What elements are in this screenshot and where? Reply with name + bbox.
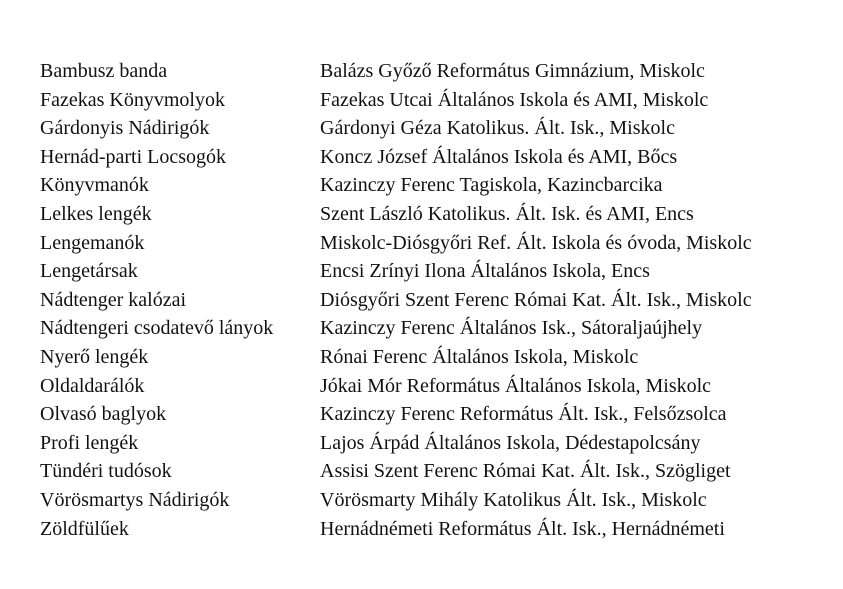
list-row [40, 143, 830, 172]
team-name: Oldaldarálók [40, 374, 145, 397]
list-row [40, 372, 830, 401]
list-row [40, 486, 830, 515]
team-name: Nádtengeri csodatevő lányok [40, 317, 274, 340]
school-name: Lajos Árpád Általános Iskola, Dédestapolcsány [320, 431, 701, 454]
school-name: Szent László Katolikus. Ált. Isk. és AMI, Encs [320, 202, 694, 225]
school-name: Gárdonyi Géza Katolikus. Ált. Isk., Miskolc [320, 117, 675, 140]
school-name: Miskolc-Diósgyőri Ref. Ált. Iskola és óvoda, Miskolc [320, 231, 752, 254]
school-name: Assisi Szent Ferenc Római Kat. Ált. Isk., Szögliget [320, 460, 731, 483]
list-row [40, 57, 830, 86]
list-row [40, 114, 830, 143]
team-name: Fazekas Könyvmolyok [40, 88, 225, 111]
list-row [40, 400, 830, 429]
list-row [40, 314, 830, 343]
list-row [40, 515, 830, 544]
list-row [40, 343, 830, 372]
school-name: Diósgyőri Szent Ferenc Római Kat. Ált. Isk., Miskolc [320, 288, 752, 311]
list-row [40, 171, 830, 200]
school-name: Kazinczy Ferenc Általános Isk., Sátoraljaújhely [320, 317, 703, 340]
team-name: Vörösmartys Nádirigók [40, 488, 230, 511]
list-row [40, 229, 830, 258]
list-row [40, 86, 830, 115]
list-row [40, 200, 830, 229]
school-name: Kazinczy Ferenc Tagiskola, Kazincbarcika [320, 174, 663, 197]
school-name: Koncz József Általános Iskola és AMI, Bőcs [320, 145, 678, 168]
team-name: Nádtenger kalózai [40, 288, 187, 311]
school-name: Kazinczy Ferenc Református Ált. Isk., Felsőzsolca [320, 403, 727, 426]
list-row [40, 457, 830, 486]
school-name: Hernádnémeti Református Ált. Isk., Hernádnémeti [320, 517, 725, 540]
team-name: Bambusz banda [40, 60, 168, 82]
list-row [40, 286, 830, 315]
school-name: Fazekas Utcai Általános Iskola és AMI, Miskolc [320, 88, 709, 111]
team-name: Gárdonyis Nádirigók [40, 117, 210, 140]
team-name: Könyvmanók [40, 174, 149, 197]
team-school-list [40, 57, 830, 543]
school-name: Balázs Győző Református Gimnázium, Miskolc [320, 60, 705, 82]
team-name: Profi lengék [40, 431, 139, 454]
team-name: Tündéri tudósok [40, 460, 172, 483]
list-row [40, 257, 830, 286]
team-name: Hernád-parti Locsogók [40, 145, 227, 168]
team-name: Lengemanók [40, 231, 145, 254]
list-row [40, 429, 830, 458]
school-name: Vörösmarty Mihály Katolikus Ált. Isk., Miskolc [320, 488, 707, 511]
team-name: Zöldfülűek [40, 517, 129, 540]
team-name: Lengetársak [40, 260, 138, 283]
school-name: Encsi Zrínyi Ilona Általános Iskola, Encs [320, 260, 650, 283]
team-name: Lelkes lengék [40, 202, 152, 225]
school-name: Jókai Mór Református Általános Iskola, Miskolc [320, 374, 712, 397]
school-name: Rónai Ferenc Általános Iskola, Miskolc [320, 345, 639, 368]
team-name: Olvasó baglyok [40, 403, 167, 426]
team-name: Nyerő lengék [40, 345, 149, 368]
